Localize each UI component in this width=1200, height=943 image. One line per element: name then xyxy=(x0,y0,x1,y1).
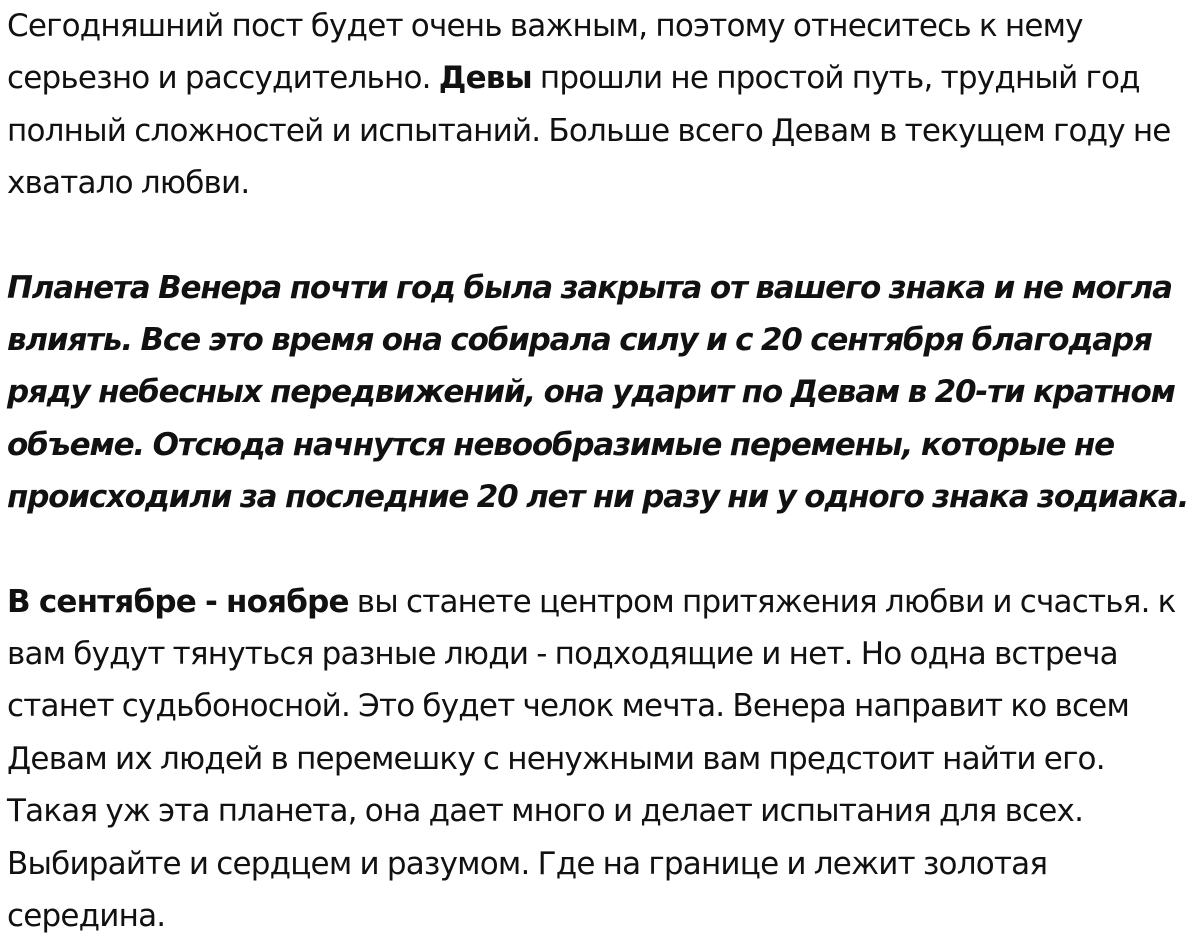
paragraph-autumn xyxy=(7,576,1186,943)
bold-text: Девы xyxy=(438,60,532,97)
text-line: ряду небесных передвижений, она ударит по Девам в 20-ти кратном xyxy=(7,374,1175,411)
text-span: вы станете центром притяжения любви и счастья. к xyxy=(348,583,1176,620)
text-line xyxy=(7,576,1186,628)
text-line: Сегодняшний пост будет очень важным, поэтому отнеситесь к нему xyxy=(7,8,1083,44)
text-line: полный сложностей и испытаний. Больше всего Девам в текущем году не xyxy=(7,112,1171,149)
text-line: хватало любви. xyxy=(7,165,250,202)
text-line xyxy=(7,52,1186,104)
bold-text: В сентябре - ноябре xyxy=(7,583,349,620)
text-span: серьезно и рассудительно. xyxy=(7,60,439,97)
text-line: вам будут тянуться разные люди - подходящие и нет. Но одна встреча xyxy=(7,636,1118,673)
text-line: станет судьбоносной. Это будет челок мечта. Венера направит ко всем xyxy=(7,688,1130,725)
text-line: объеме. Отсюда начнутся невообразимые перемены, которые не xyxy=(7,426,1114,463)
text-line: происходили за последние 20 лет ни разу ни у одного знака зодиака. xyxy=(7,479,1189,516)
text-line: влиять. Все это время она собирала силу и с 20 сентября благодаря xyxy=(7,322,1152,359)
text-line: Выбирайте и сердцем и разумом. Где на границе и лежит золотая xyxy=(7,845,1048,882)
paragraph-intro xyxy=(7,0,1186,210)
text-line: Планета Венера почти год была закрыта от вашего знака и не могла xyxy=(7,269,1172,306)
text-span: прошли не простой путь, трудный год xyxy=(531,60,1140,97)
paragraph-venus xyxy=(7,262,1189,524)
text-line: Девам их людей в перемешку с ненужными вам предстоит найти его. xyxy=(7,740,1105,777)
text-line: Такая уж эта планета, она дает много и делает испытания для всех. xyxy=(7,793,1084,830)
text-line: середина. xyxy=(7,898,166,935)
